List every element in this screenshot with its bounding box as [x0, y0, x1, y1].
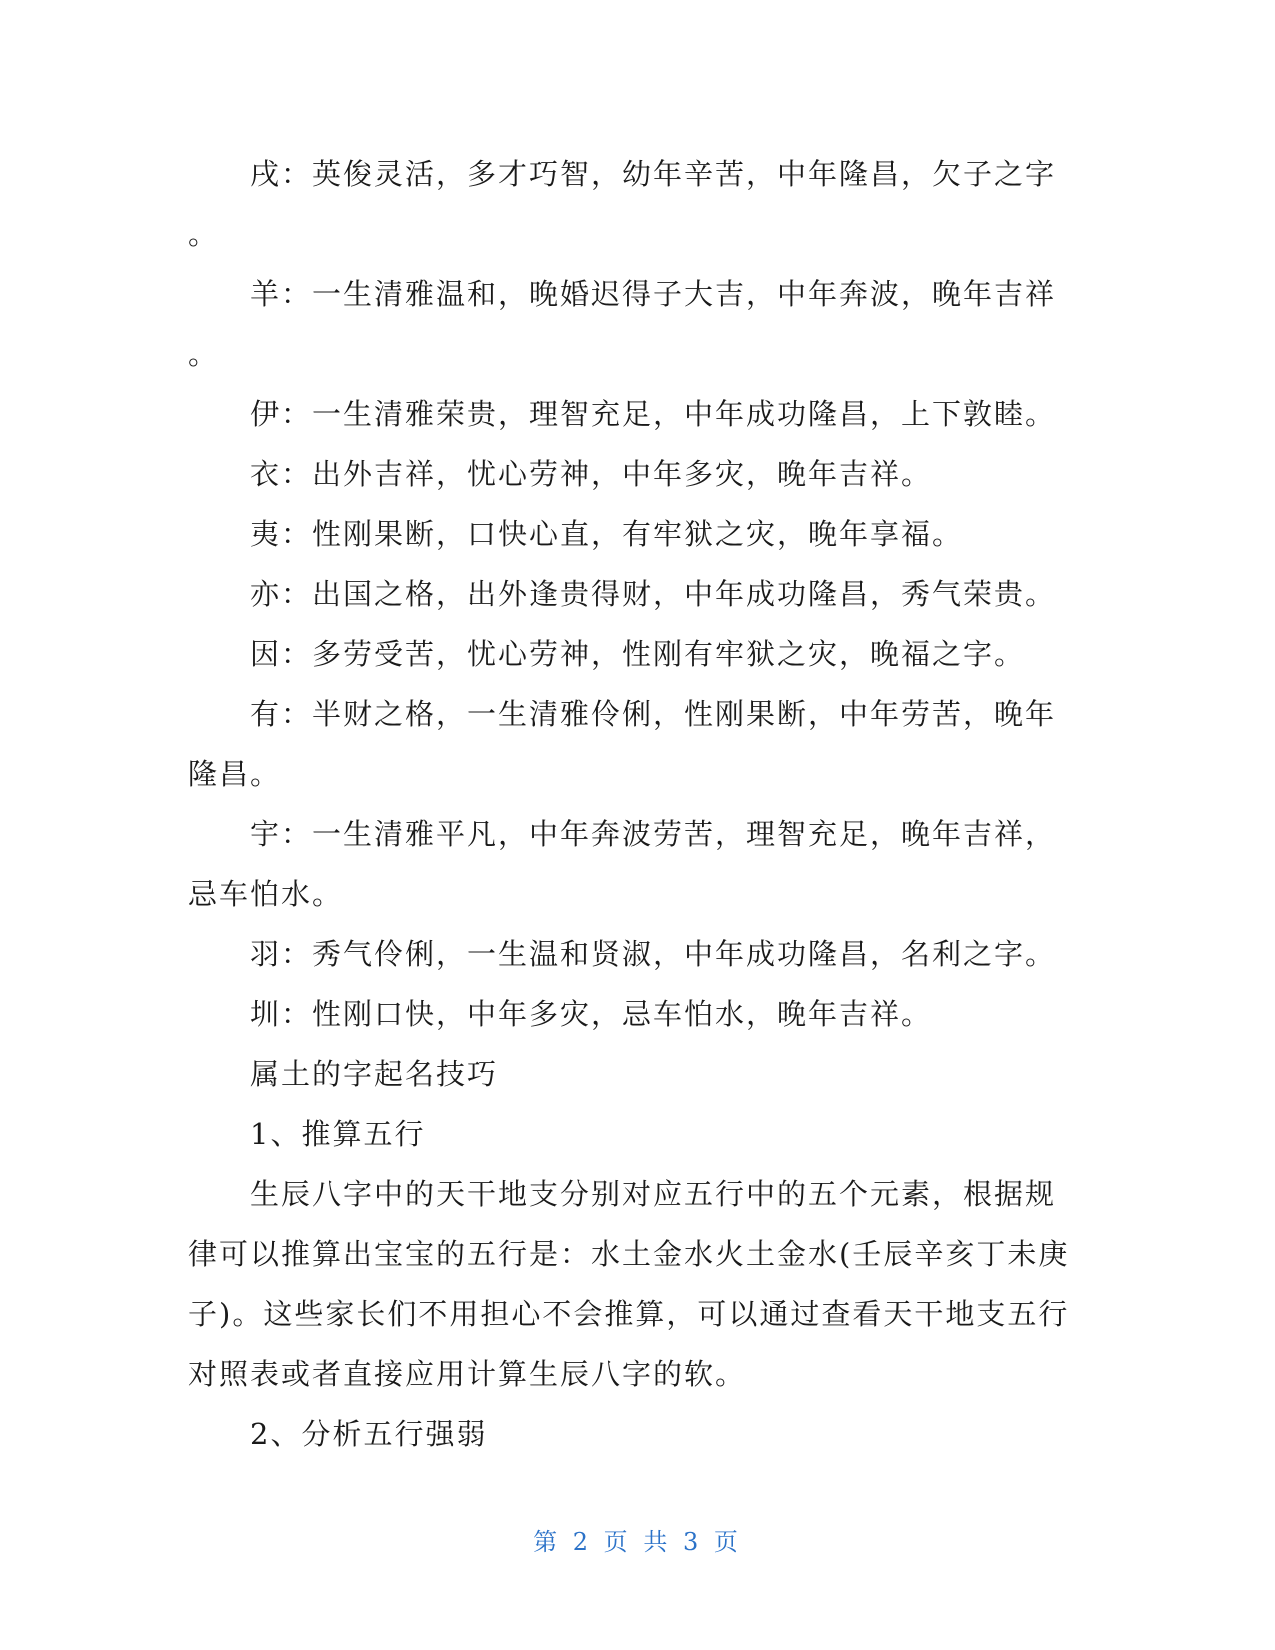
- subsection-heading: 2、分析五行强弱: [250, 1417, 488, 1451]
- text-line: 宇：一生清雅平凡，中年奔波劳苦，理智充足，晚年吉祥，: [250, 817, 1057, 851]
- text-line: 戌：英俊灵活，多才巧智，幼年辛苦，中年隆昌，欠子之字: [250, 157, 1057, 191]
- text-line: 衣：出外吉祥，忧心劳神，中年多灾，晚年吉祥。: [250, 457, 933, 491]
- total-pages-number: 3: [682, 1528, 703, 1556]
- document-body: [188, 144, 1083, 1464]
- text-line: 生辰八字中的天干地支分别对应五行中的五个元素，根据规: [250, 1177, 1057, 1211]
- text-line: 。: [188, 337, 220, 371]
- text-line: 有：半财之格，一生清雅伶俐，性刚果断，中年劳苦，晚年: [250, 697, 1057, 731]
- footer-page-end-label: 页: [713, 1528, 742, 1556]
- text-line: 律可以推算出宝宝的五行是：水土金水火土金水(壬辰辛亥丁未庚: [188, 1237, 1070, 1271]
- text-line: 羽：秀气伶俐，一生温和贤淑，中年成功隆昌，名利之字。: [250, 937, 1057, 971]
- text-line: 子)。这些家长们不用担心不会推算，可以通过查看天干地支五行: [188, 1297, 1070, 1331]
- text-line: 忌车怕水。: [188, 877, 344, 911]
- text-line: 圳：性刚口快，中年多灾，忌车怕水，晚年吉祥。: [250, 997, 933, 1031]
- footer-total-label: 共: [643, 1528, 672, 1556]
- text-line: 夷：性刚果断，口快心直，有牢狱之灾，晚年享福。: [250, 517, 964, 551]
- subsection-heading: 1、推算五行: [250, 1117, 426, 1151]
- current-page-number: 2: [572, 1528, 593, 1556]
- text-line: 因：多劳受苦，忧心劳神，性刚有牢狱之灾，晚福之字。: [250, 637, 1026, 671]
- text-line: 亦：出国之格，出外逢贵得财，中年成功隆昌，秀气荣贵。: [250, 577, 1057, 611]
- section-heading: 属土的字起名技巧: [250, 1057, 499, 1091]
- text-line: 。: [188, 217, 220, 251]
- footer-page-label: 页: [603, 1528, 632, 1556]
- page-number-footer: [0, 1522, 1275, 1557]
- footer-prefix: 第: [533, 1528, 562, 1556]
- text-line: 隆昌。: [188, 757, 282, 791]
- text-line: 羊：一生清雅温和，晚婚迟得子大吉，中年奔波，晚年吉祥: [250, 277, 1057, 311]
- text-line: 伊：一生清雅荣贵，理智充足，中年成功隆昌，上下敦睦。: [250, 397, 1057, 431]
- text-line: 对照表或者直接应用计算生辰八字的软。: [188, 1357, 747, 1391]
